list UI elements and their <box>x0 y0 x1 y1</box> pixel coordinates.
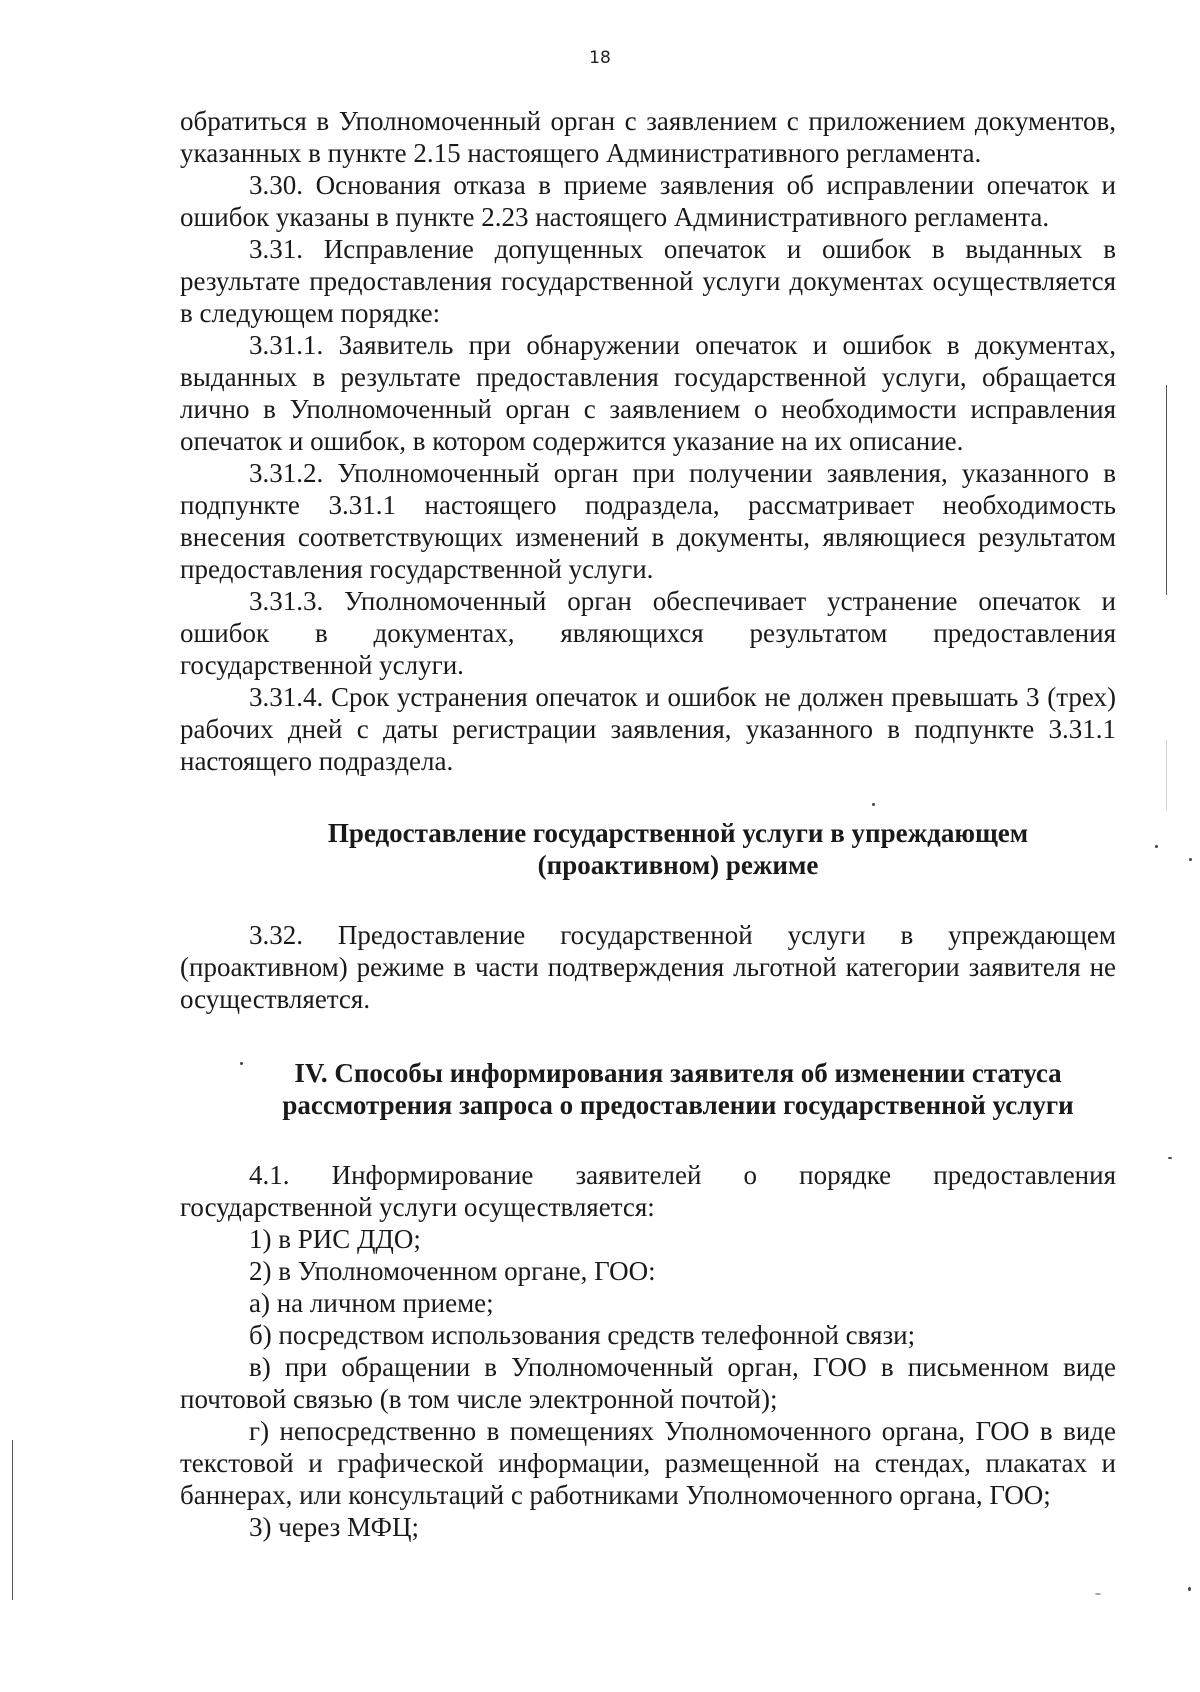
scan-speck <box>1189 858 1192 861</box>
paragraph-3-30: 3.30. Основания отказа в приеме заявления об исправлении опечаток и ошибок указаны в пункте 2.23 настоящего Административного регламента. <box>180 170 1116 232</box>
list-item-2v: в) при обращении в Уполномоченный орган, ГОО в письменном виде почтовой связью (в том числе электронной почтой); <box>180 1352 1116 1414</box>
section-heading-iv: IV. Способы информирования заявителя об изменении статуса рассмотрения запроса о предоставлении государственной услуги <box>282 1058 1074 1120</box>
scan-speck <box>1168 1157 1172 1159</box>
scan-speck <box>1155 845 1158 848</box>
list-item-2b: б) посредством использования средств телефонной связи; <box>249 1320 916 1350</box>
list-item-2: 2) в Уполномоченном органе, ГОО: <box>249 1256 656 1286</box>
paragraph-3-31-3: 3.31.3. Уполномоченный орган обеспечивает устранение опечаток и ошибок в документах, являющихся результатом предоставления государственной услуги. <box>180 586 1116 680</box>
paragraph-4-1: 4.1. Информирование заявителей о порядке предоставления государственной услуги осуществляется: <box>180 1160 1116 1222</box>
section-heading-proactive: Предоставление государственной услуги в упреждающем (проактивном) режиме <box>327 818 1029 880</box>
paragraph-3-31-4: 3.31.4. Срок устранения опечаток и ошибок не должен превышать 3 (трех) рабочих дней с даты регистрации заявления, указанного в подпункте 3.31.1 настоящего подраздела. <box>180 682 1116 776</box>
scan-speck <box>872 803 875 806</box>
scan-speck <box>240 1062 243 1065</box>
list-item-2g: г) непосредственно в помещениях Уполномоченного органа, ГОО в виде текстовой и графической информации, размещенной на стендах, плакатах и баннерах, или консультаций с работниками Уполномоченного органа, ГОО; <box>180 1416 1116 1510</box>
paragraph-3-31-2: 3.31.2. Уполномоченный орган при получении заявления, указанного в подпункте 3.31.1 настоящего подраздела, рассматривает необходимость внесения соответствующих изменений в документы, являющиеся результатом предоставления государственной услуги. <box>180 458 1116 584</box>
scan-speck <box>1095 1593 1101 1595</box>
scan-edge-line-right-faint <box>1166 740 1167 810</box>
paragraph-continuation: обратиться в Уполномоченный орган с заявлением с приложением документов, указанных в пункте 2.15 настоящего Административного регламента. <box>180 106 1116 168</box>
paragraph-3-31-1: 3.31.1. Заявитель при обнаружении опечаток и ошибок в документах, выданных в результате предоставления государственной услуги, обращается лично в Уполномоченный орган с заявлением о необходимости исправления опечаток и ошибок, в котором содержится указание на их описание. <box>180 330 1116 456</box>
list-item-3: 3) через МФЦ; <box>249 1512 420 1542</box>
scan-edge-line-right <box>1166 385 1167 595</box>
scan-edge-line-left <box>12 1440 13 1600</box>
page-number: 18 <box>589 48 611 68</box>
list-item-1: 1) в РИС ДДО; <box>249 1224 421 1254</box>
paragraph-3-31: 3.31. Исправление допущенных опечаток и ошибок в выданных в результате предоставления государственной услуги документах осуществляется в следующем порядке: <box>180 234 1116 328</box>
document-body <box>180 105 1116 1543</box>
scan-speck <box>1188 1587 1191 1591</box>
paragraph-3-32: 3.32. Предоставление государственной услуги в упреждающем (проактивном) режиме в части подтверждения льготной категории заявителя не осуществляется. <box>180 920 1116 1014</box>
list-item-2a: а) на личном приеме; <box>249 1288 494 1318</box>
